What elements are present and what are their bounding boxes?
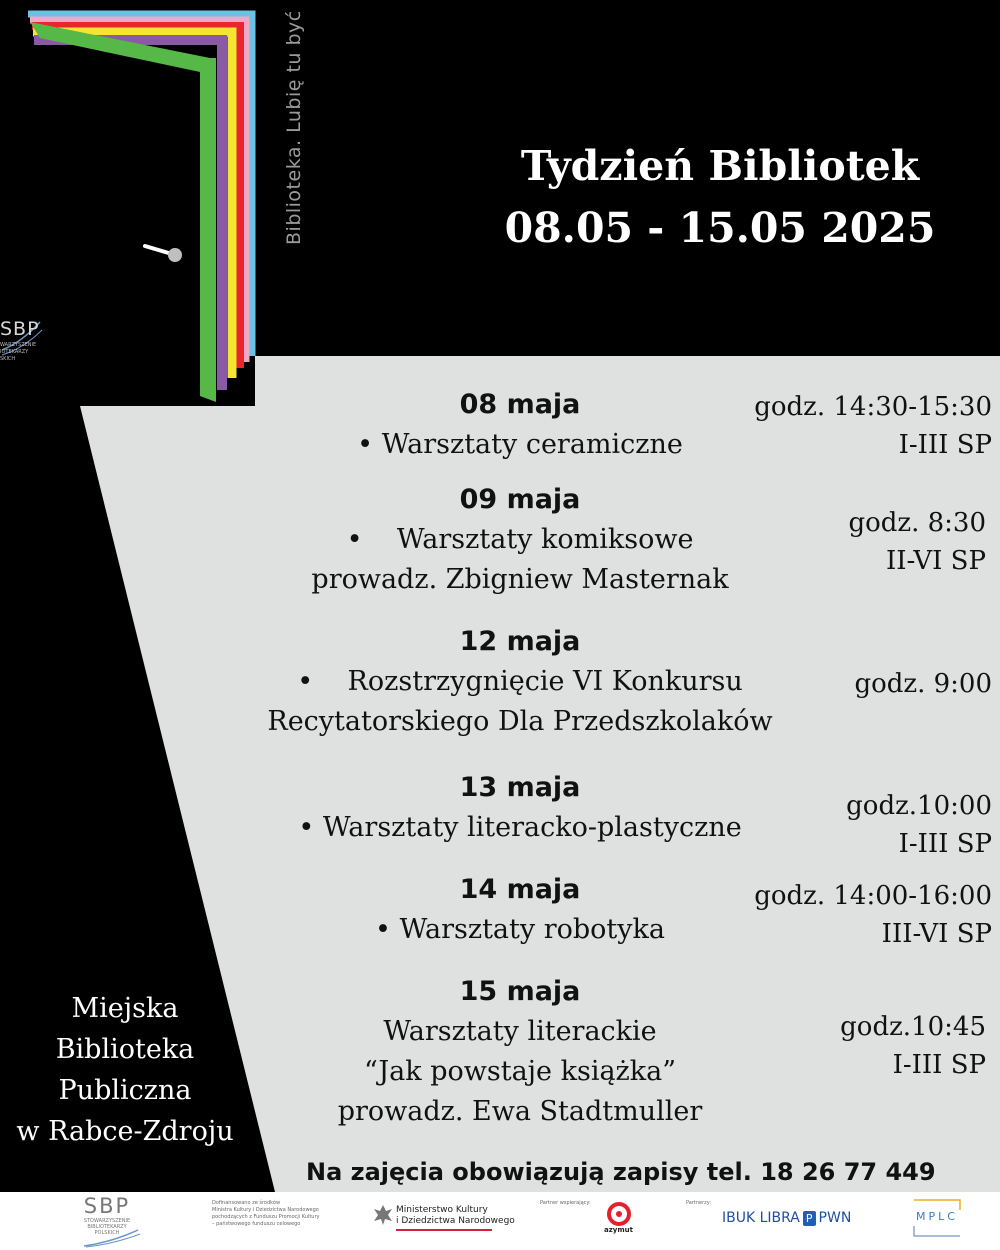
event-title: Warsztaty komiksowe (396, 524, 694, 555)
bullet-icon: • (297, 666, 314, 697)
corner-sbp-mark: SBP (0, 318, 40, 340)
event-line (280, 520, 760, 560)
event-grade: I-III SP (892, 1050, 986, 1080)
event-time-08-maja (754, 388, 992, 464)
library-line: Biblioteka (55, 1034, 195, 1065)
funding-line: pochodzących z Funduszu Promocji Kultury (212, 1214, 320, 1220)
stripe-green (30, 22, 216, 402)
bullet-icon: • (375, 914, 391, 945)
event-grade: I-III SP (898, 430, 992, 460)
poster-title (500, 135, 940, 259)
partners-label: Partnerzy: (686, 1200, 712, 1206)
event-time: godz.10:00 (846, 791, 992, 821)
stripe-purple (34, 40, 222, 390)
partner-support-label: Partner wspierający: (540, 1200, 591, 1206)
library-line: Miejska (71, 993, 179, 1024)
azymut-logo-icon (607, 1202, 631, 1226)
pwn-badge-icon: P (803, 1211, 816, 1226)
library-line: w Rabce-Zdroju (16, 1116, 234, 1147)
event-15-maja (330, 972, 710, 1132)
event-line (330, 425, 710, 465)
mplc-logo: MPLC (916, 1210, 958, 1223)
event-title: Warsztaty literacko-plastyczne (322, 812, 742, 843)
bullet-icon: • (298, 812, 315, 843)
funding-line: – państwowego funduszu celowego (212, 1221, 301, 1227)
event-line (240, 662, 800, 702)
event-grade: I-III SP (898, 829, 992, 859)
event-host: prowadz. Ewa Stadtmuller (337, 1096, 703, 1127)
funding-line: Dofinansowano ze środków (212, 1200, 281, 1206)
event-time: godz.10:45 (840, 1012, 986, 1042)
event-date: 09 maja (459, 484, 581, 515)
event-title: Warsztaty ceramiczne (381, 429, 683, 460)
event-title-cont: Recytatorskiego Dla Przedszkolaków (267, 706, 773, 737)
event-line (330, 910, 710, 950)
event-date: 13 maja (459, 772, 581, 803)
registration-note: Na zajęcia obowiązują zapisy tel. 18 26 77 449 (306, 1158, 936, 1186)
event-date: 12 maja (459, 626, 581, 657)
event-time: godz. 14:00-16:00 (754, 881, 992, 911)
event-13-maja (270, 768, 770, 848)
event-time-13-maja (846, 787, 992, 863)
event-time-14-maja (754, 877, 992, 953)
library-line: Publiczna (58, 1075, 192, 1106)
corner-sbp-sub-line: WARZYSZENIE (0, 342, 37, 348)
ministry-underline (396, 1229, 492, 1231)
event-14-maja (330, 870, 710, 950)
event-12-maja (240, 622, 800, 742)
event-time: godz. 14:30-15:30 (754, 392, 992, 422)
event-date: 15 maja (459, 976, 581, 1007)
event-grade: II-VI SP (885, 546, 986, 576)
event-host: prowadz. Zbigniew Masternak (311, 564, 729, 595)
event-09-maja (280, 480, 760, 600)
bullet-icon: • (357, 429, 374, 460)
eagle-emblem-icon (372, 1203, 394, 1227)
ministry-line: i Dziedzictwa Narodowego (396, 1216, 515, 1226)
bullet-icon: • (346, 524, 363, 555)
azymut-label: azymut (604, 1226, 633, 1234)
footer-sbp-sub: POLSKICH (94, 1230, 120, 1236)
library-name (0, 988, 250, 1152)
pwn-text: PWN (818, 1210, 852, 1226)
ibuk-libra-text: IBUK LIBRA (722, 1210, 800, 1226)
corner-sbp-sub-line: IOTEKARZY (0, 349, 29, 355)
event-time-09-maja (848, 504, 986, 580)
event-grade: III-VI SP (881, 919, 992, 949)
funding-text (212, 1200, 319, 1228)
event-title: Rozstrzygnięcie VI Konkursu (347, 666, 743, 697)
footer-sbp-sub: BIBLIOTEKARZY (87, 1224, 127, 1230)
footer-sbp-swoosh-icon (82, 1228, 142, 1248)
corner-sbp-logo (0, 318, 40, 363)
corner-sbp-sub-line: SKICH (0, 356, 16, 362)
door-handle (145, 246, 172, 254)
funding-line: Ministra Kultury i Dziedzictwa Narodowego (212, 1207, 319, 1213)
ibuk-libra-pwn-logo (722, 1210, 851, 1226)
event-title: Warsztaty robotyka (399, 914, 665, 945)
title-dates: 08.05 - 15.05 2025 (504, 204, 936, 252)
event-time: godz. 9:00 (854, 669, 992, 699)
footer-sbp-mark: SBP (83, 1194, 131, 1218)
event-date: 08 maja (459, 389, 581, 420)
title-line-1: Tydzień Bibliotek (520, 142, 920, 190)
event-time-12-maja (854, 665, 992, 703)
event-quote: “Jak powstaje książka” (363, 1056, 677, 1087)
event-time: godz. 8:30 (848, 508, 986, 538)
event-08-maja (330, 385, 710, 465)
ministry-line: Ministerstwo Kultury (396, 1205, 488, 1215)
corner-sbp-subtext (0, 342, 40, 363)
event-time-15-maja (840, 1008, 986, 1084)
footer-sbp-sub: STOWARZYSZENIE (83, 1218, 131, 1224)
door-knob (168, 248, 182, 262)
event-date: 14 maja (459, 874, 581, 905)
ministry-logo (396, 1205, 515, 1231)
event-line (270, 808, 770, 848)
tagline: Biblioteka. Lubię tu być (283, 10, 305, 245)
event-title: Warsztaty literackie (383, 1016, 657, 1047)
